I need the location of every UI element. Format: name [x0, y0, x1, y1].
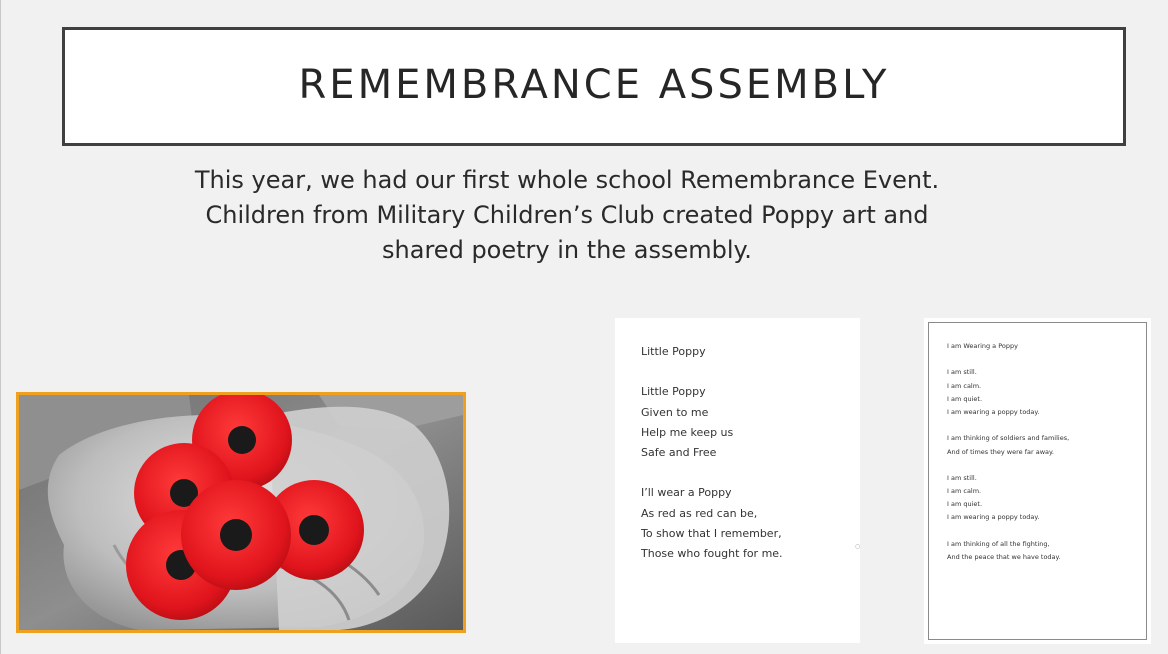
- poem-line: I am quiet.: [947, 394, 983, 403]
- poem-line: I am thinking of all the fighting,: [947, 539, 1050, 548]
- slide-title: REMEMBRANCE ASSEMBLY: [298, 61, 890, 108]
- poem-line: To show that I remember,: [641, 526, 782, 540]
- poem-line: Little Poppy: [641, 385, 706, 399]
- poem-line: Given to me: [641, 405, 709, 419]
- poppies-in-hands-image: [19, 395, 463, 630]
- poem-line: I am quiet.: [947, 500, 983, 509]
- poem-line: And the peace that we have today.: [947, 553, 1061, 561]
- poem-line: As red as red can be,: [641, 506, 758, 520]
- little-poppy-poem-card: [615, 318, 860, 643]
- poem-line: Safe and Free: [641, 445, 717, 459]
- intro-paragraph: [120, 163, 1014, 268]
- poem-line: And of times they were far away.: [947, 447, 1054, 456]
- slide-edge: [0, 0, 1, 654]
- poem-line: I am wearing a poppy today.: [947, 407, 1040, 416]
- poem-line: I am wearing a poppy today.: [947, 513, 1040, 522]
- wearing-poppy-poem-card: [924, 318, 1151, 644]
- poem-title: Little Poppy: [641, 345, 706, 358]
- title-box: [62, 27, 1126, 146]
- wearing-poppy-poem: [947, 340, 1069, 564]
- poppies-photo: [16, 392, 466, 633]
- poem-line: I am calm.: [947, 381, 982, 390]
- poem-line: I am still.: [947, 473, 977, 482]
- little-poppy-poem: [641, 342, 783, 564]
- intro-line: shared poetry in the assembly.: [382, 236, 752, 264]
- poem-line: Help me keep us: [641, 425, 734, 439]
- poem-title: I am Wearing a Poppy: [947, 342, 1018, 350]
- small-mark-icon: ○: [855, 543, 861, 550]
- poem-line: I am still.: [947, 368, 977, 377]
- poem-line: I’ll wear a Poppy: [641, 486, 732, 500]
- intro-line: This year, we had our first whole school Remembrance Event.: [194, 166, 940, 194]
- poem-line: Those who fought for me.: [641, 546, 783, 560]
- poem-line: I am calm.: [947, 487, 982, 496]
- intro-line: Children from Military Children’s Club created Poppy art and: [205, 201, 929, 229]
- poem-line: I am thinking of soldiers and families,: [947, 434, 1070, 443]
